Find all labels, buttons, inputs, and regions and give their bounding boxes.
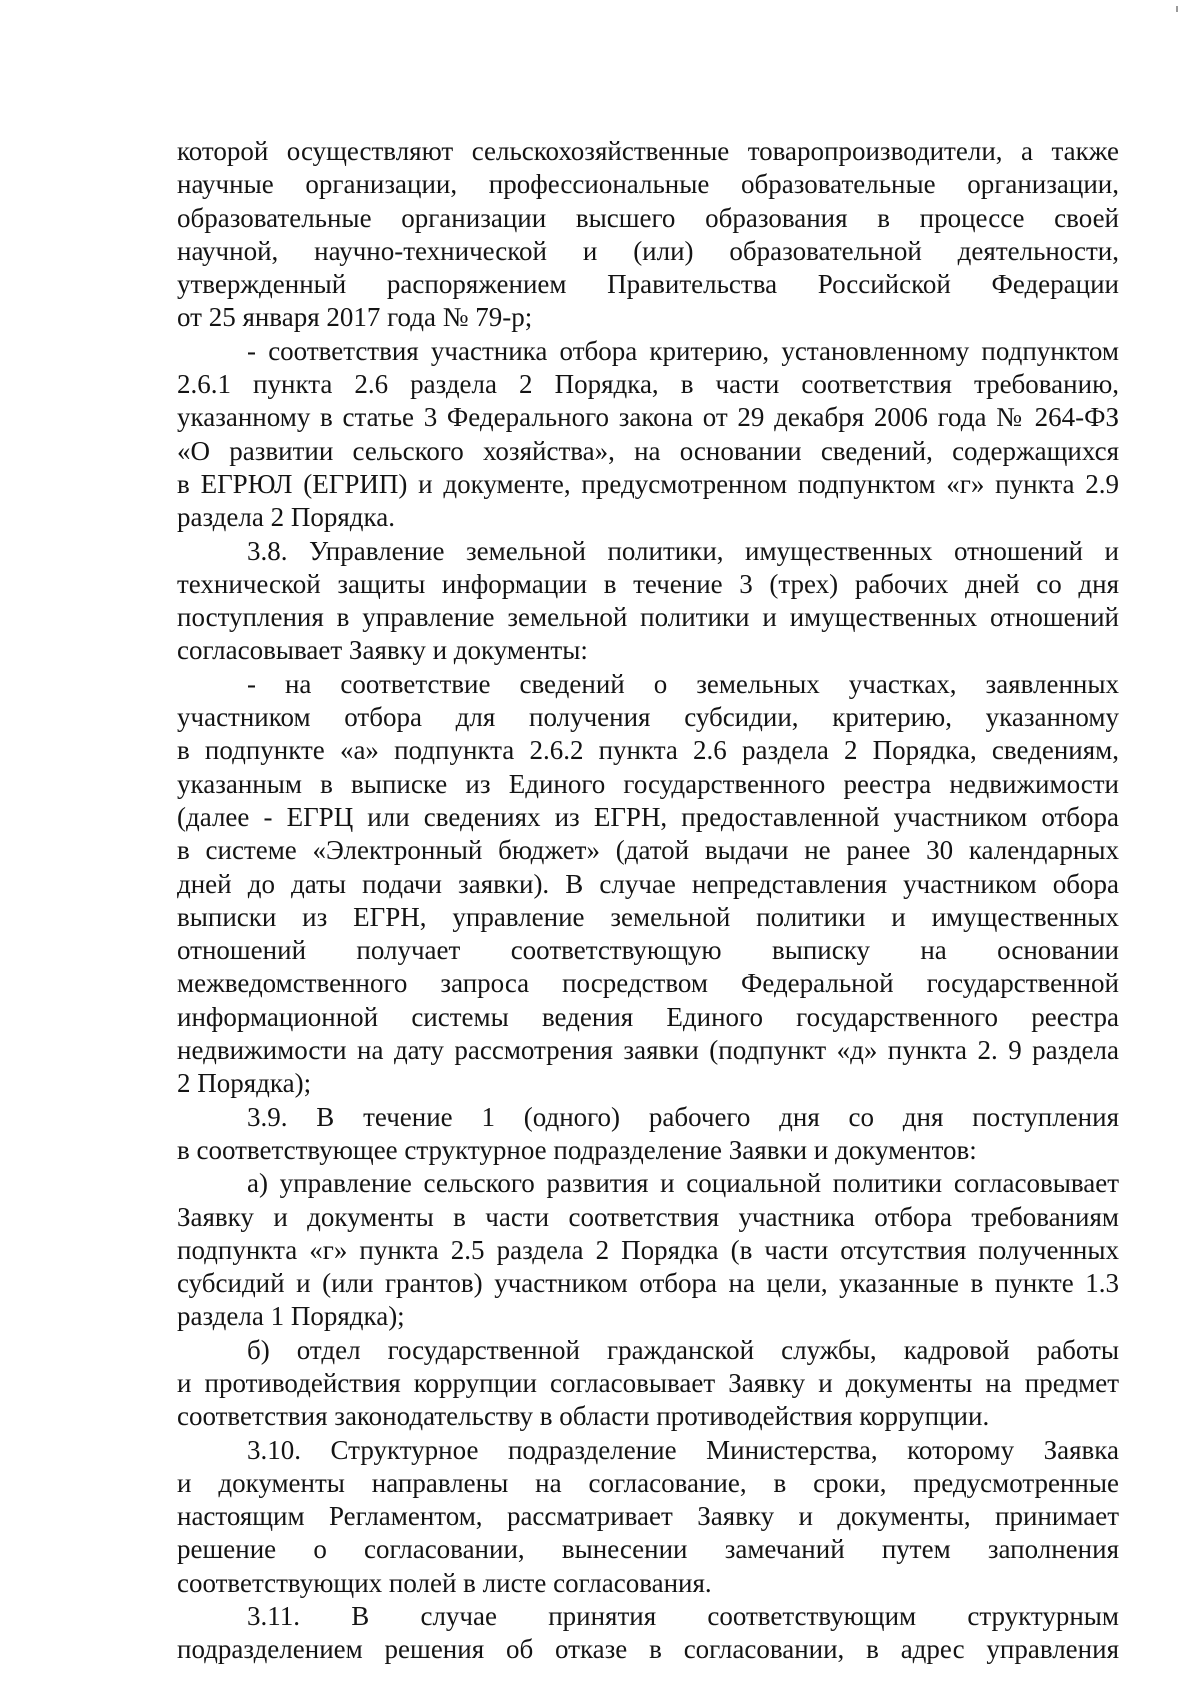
text-line: а) управление сельского развития и социальной политики согласовывает bbox=[247, 1168, 1119, 1199]
text-line: 2.6.1 пункта 2.6 раздела 2 Порядка, в части соответствия требованию, bbox=[177, 369, 1119, 400]
text-line: соответствия законодательству в области противодействия коррупции. bbox=[177, 1401, 990, 1432]
text-line: выписки из ЕГРН, управление земельной политики и имущественных bbox=[177, 901, 1119, 932]
text-line: научной, научно-технической и (или) образовательной деятельности, bbox=[177, 235, 1119, 266]
text-line: Заявку и документы в части соответствия участника отбора требованиям bbox=[177, 1201, 1119, 1232]
text-line: утвержденный распоряжением Правительства Российской Федерации bbox=[177, 269, 1119, 300]
text-line: информационной системы ведения Единого государственного реестра bbox=[177, 1001, 1119, 1032]
text-line: участником отбора для получения субсидии, критерию, указанному bbox=[177, 702, 1119, 733]
text-line: - соответствия участника отбора критерию, установленному подпунктом bbox=[247, 335, 1119, 366]
document-body bbox=[177, 135, 1119, 1667]
text-line: подпункта «г» пункта 2.5 раздела 2 Порядка (в части отсутствия полученных bbox=[177, 1234, 1119, 1265]
text-line: научные организации, профессиональные образовательные организации, bbox=[177, 169, 1119, 200]
text-line: в соответствующее структурное подразделение Заявки и документов: bbox=[177, 1134, 977, 1165]
text-line: технической защиты информации в течение 3 (трех) рабочих дней со дня bbox=[177, 568, 1119, 599]
text-line: отношений получает соответствующую выписку на основании bbox=[177, 935, 1119, 966]
text-line: в подпункте «а» подпункта 2.6.2 пункта 2.6 раздела 2 Порядка, сведениям, bbox=[177, 735, 1119, 766]
text-line: 3.11. В случае принятия соответствующим структурным bbox=[247, 1601, 1119, 1632]
text-line: указанным в выписке из Единого государственного реестра недвижимости bbox=[177, 768, 1119, 799]
text-line: недвижимости на дату рассмотрения заявки (подпункт «д» пункта 2. 9 раздела bbox=[177, 1035, 1119, 1066]
text-line: субсидий и (или грантов) участником отбора на цели, указанные в пункте 1.3 bbox=[177, 1268, 1119, 1299]
text-line: межведомственного запроса посредством Федеральной государственной bbox=[177, 968, 1119, 999]
text-line: «О развитии сельского хозяйства», на основании сведений, содержащихся bbox=[177, 435, 1119, 466]
text-line: 2 Порядка); bbox=[177, 1068, 312, 1099]
text-line: раздела 1 Порядка); bbox=[177, 1301, 405, 1332]
text-line: подразделением решения об отказе в согласовании, в адрес управления bbox=[177, 1634, 1119, 1665]
text-line: дней до даты подачи заявки). В случае непредставления участником обора bbox=[177, 868, 1119, 899]
text-line: решение о согласовании, вынесении замечаний путем заполнения bbox=[177, 1534, 1119, 1565]
text-line: в ЕГРЮЛ (ЕГРИП) и документе, предусмотренном подпунктом «г» пункта 2.9 bbox=[177, 468, 1119, 499]
text-line: 3.8. Управление земельной политики, имущественных отношений и bbox=[247, 535, 1119, 566]
text-line: б) отдел государственной гражданской службы, кадровой работы bbox=[247, 1334, 1119, 1365]
text-line: (далее - ЕГРЦ или сведениях из ЕГРН, предоставленной участником отбора bbox=[177, 801, 1119, 832]
text-line: 3.10. Структурное подразделение Министерства, которому Заявка bbox=[247, 1434, 1119, 1465]
text-line: поступления в управление земельной политики и имущественных отношений bbox=[177, 602, 1119, 633]
text-line: от 25 января 2017 года № 79-р; bbox=[177, 302, 533, 333]
text-line: образовательные организации высшего образования в процессе своей bbox=[177, 202, 1119, 233]
text-line: и документы направлены на согласование, в сроки, предусмотренные bbox=[177, 1467, 1119, 1498]
text-line: настоящим Регламентом, рассматривает Заявку и документы, принимает bbox=[177, 1501, 1119, 1532]
text-line: - на соответствие сведений о земельных участках, заявленных bbox=[247, 668, 1119, 699]
text-line: и противодействия коррупции согласовывает Заявку и документы на предмет bbox=[177, 1367, 1119, 1398]
text-line: указанному в статье 3 Федерального закона от 29 декабря 2006 года № 264-ФЗ bbox=[177, 402, 1119, 433]
text-line: в системе «Электронный бюджет» (датой выдачи не ранее 30 календарных bbox=[177, 835, 1119, 866]
text-line: которой осуществляют сельскохозяйственные товаропроизводители, а также bbox=[177, 136, 1119, 166]
text-line: соответствующих полей в листе согласования. bbox=[177, 1567, 712, 1598]
text-line: 3.9. В течение 1 (одного) рабочего дня со дня поступления bbox=[247, 1101, 1119, 1132]
scan-mark bbox=[1176, 6, 1178, 12]
text-line: согласовывает Заявку и документы: bbox=[177, 635, 588, 666]
text-line: раздела 2 Порядка. bbox=[177, 502, 395, 533]
